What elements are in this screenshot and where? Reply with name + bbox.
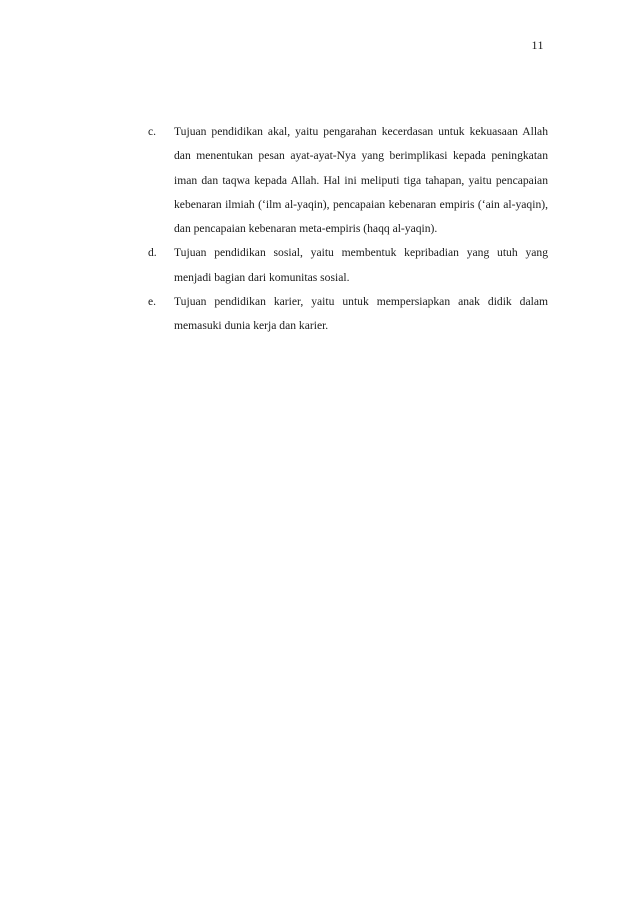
list-item-d <box>148 241 548 290</box>
list-item-text: Tujuan pendidikan karier, yaitu untuk mempersiapkan anak didik dalam memasuki dunia kerja dan karier. <box>174 295 548 333</box>
page-number: 11 <box>531 38 544 52</box>
objectives-list <box>148 120 548 339</box>
list-item-letter: d. <box>148 246 157 260</box>
list-item-c <box>148 120 548 241</box>
list-item-letter: c. <box>148 125 157 138</box>
list-item-e <box>148 290 548 339</box>
list-item-text: Tujuan pendidikan sosial, yaitu membentuk kepribadian yang utuh yang menjadi bagian dari komunitas sosial. <box>174 246 548 284</box>
list-item-text: Tujuan pendidikan akal, yaitu pengarahan kecerdasan untuk kekuasaan Allah dan menentukan pesan ayat-ayat-Nya yang berimplikasi kepada peningkatan iman dan taqwa kepada Allah. Hal ini meliputi tiga tahapan, yaitu pencapaian kebenaran ilmiah (‘ilm al-yaqin), pencapaian kebenaran empiris (‘ain al-yaqin), dan pencapaian kebenaran meta-empiris (haqq al-yaqin). <box>174 125 548 236</box>
list-item-letter: e. <box>148 295 157 309</box>
